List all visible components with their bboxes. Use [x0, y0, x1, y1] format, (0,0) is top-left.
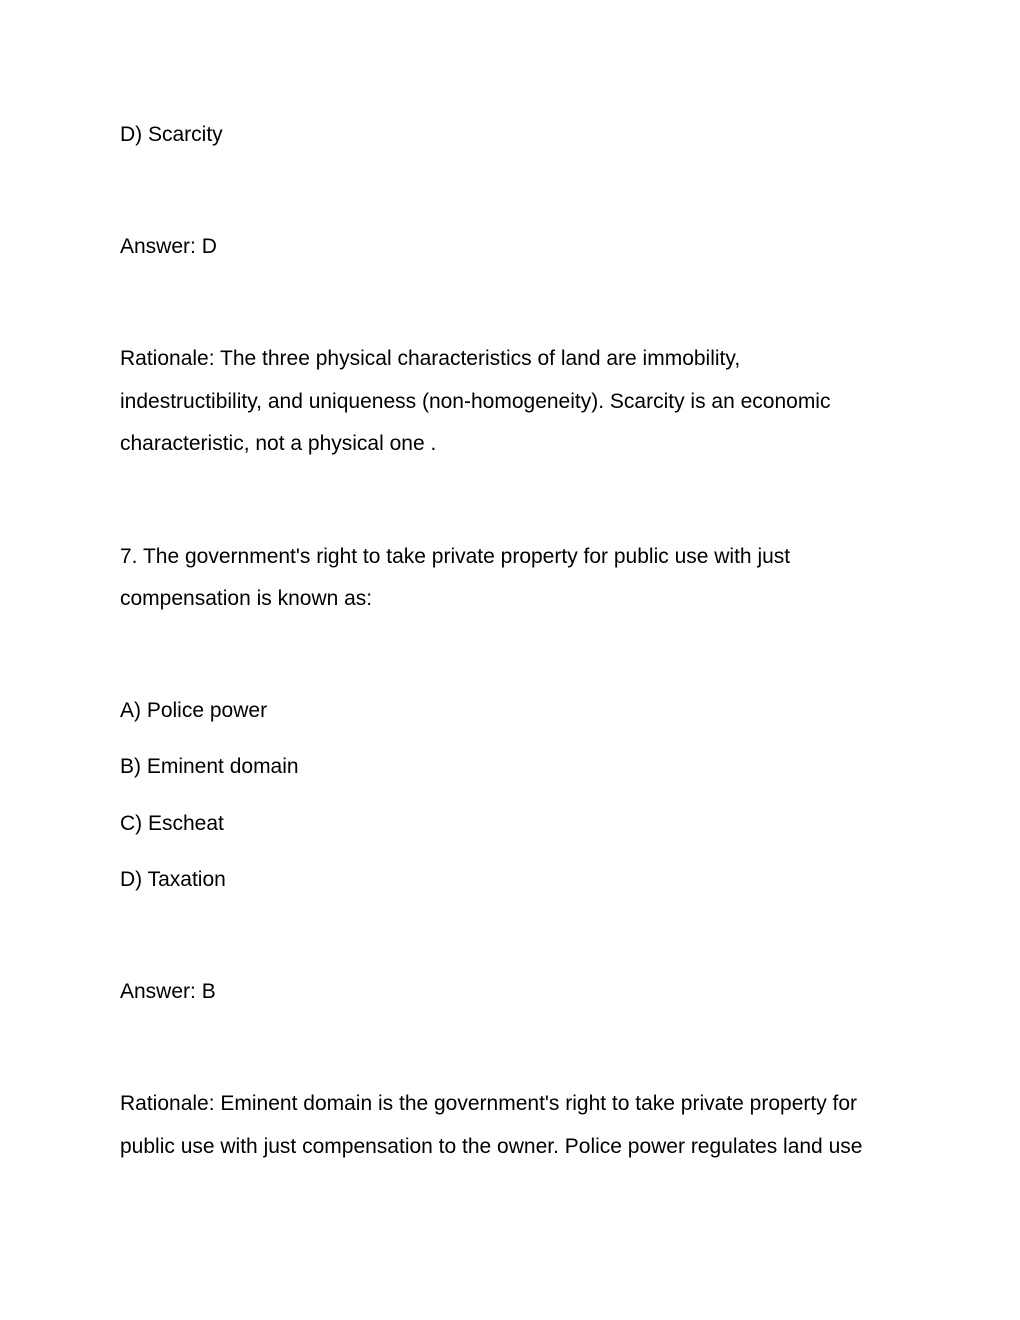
q7-option-a: A) Police power — [120, 699, 268, 722]
q7-rationale-line-2: public use with just compensation to the owner. Police power regulates land use — [120, 1135, 863, 1158]
q6-rationale-line-2: indestructibility, and uniqueness (non-homogeneity). Scarcity is an economic — [120, 390, 831, 413]
q7-rationale-line-1: Rationale: Eminent domain is the government's right to take private property for — [120, 1092, 858, 1115]
q6-rationale-line-3: characteristic, not a physical one . — [120, 432, 437, 455]
q7-option-c: C) Escheat — [120, 812, 224, 835]
q7-option-d: D) Taxation — [120, 868, 226, 891]
q6-answer: Answer: D — [120, 235, 217, 258]
q6-option-d: D) Scarcity — [120, 123, 223, 146]
q7-question-line-2: compensation is known as: — [120, 587, 373, 610]
q7-question-line-1: 7. The government's right to take private property for public use with just — [120, 545, 791, 568]
q7-option-b: B) Eminent domain — [120, 755, 299, 778]
q6-rationale-line-1: Rationale: The three physical characteristics of land are immobility, — [120, 347, 741, 370]
q7-answer: Answer: B — [120, 980, 216, 1003]
